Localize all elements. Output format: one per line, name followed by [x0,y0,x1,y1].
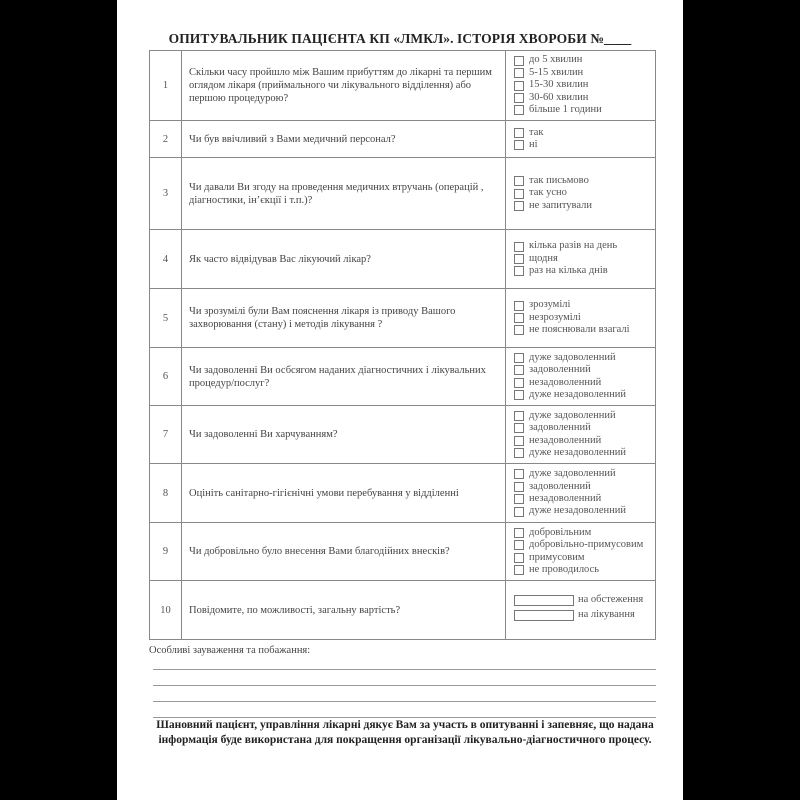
question-text: Чи зрозумілі були Вам пояснення лікаря із приводу Вашого захворювання (стану) і методів лікування ? [182,289,506,348]
checkbox[interactable] [514,565,524,575]
checkbox[interactable] [514,266,524,276]
checkbox[interactable] [514,189,524,199]
answer-inputs [506,581,656,640]
question-number: 10 [150,581,182,640]
option[interactable]: щодня [514,253,655,265]
cost-treatment-input[interactable] [514,610,574,621]
option[interactable]: зрозумілі [514,299,655,311]
checkbox[interactable] [514,56,524,66]
checkbox[interactable] [514,411,524,421]
checkbox[interactable] [514,423,524,433]
table-row [150,348,656,406]
option[interactable]: 30-60 хвилин [514,92,655,104]
option[interactable]: 5-15 хвилин [514,67,655,79]
question-number: 1 [150,51,182,121]
checkbox[interactable] [514,353,524,363]
option[interactable]: ні [514,139,655,151]
option[interactable]: задоволенний [514,422,655,434]
option[interactable]: добровільним [514,527,655,539]
question-number: 7 [150,406,182,464]
question-text: Чи був ввічливий з Вами медичний персонал? [182,121,506,158]
checkbox[interactable] [514,254,524,264]
checkbox[interactable] [514,68,524,78]
option[interactable]: дуже незадоволенний [514,447,655,459]
option[interactable]: дуже незадоволенний [514,505,655,517]
checkbox[interactable] [514,482,524,492]
question-text: Як часто відвідував Вас лікуючий лікар? [182,230,506,289]
question-number: 5 [150,289,182,348]
option[interactable]: дуже задоволенний [514,410,655,422]
option[interactable]: незадоволенний [514,377,655,389]
option[interactable]: кілька разів на день [514,240,655,252]
checkbox[interactable] [514,128,524,138]
question-number: 3 [150,158,182,230]
option[interactable]: більше 1 години [514,104,655,116]
checkbox[interactable] [514,507,524,517]
question-number: 8 [150,464,182,523]
option[interactable]: дуже задоволенний [514,468,655,480]
checkbox[interactable] [514,140,524,150]
checkbox[interactable] [514,93,524,103]
question-number: 4 [150,230,182,289]
table-row [150,289,656,348]
option[interactable]: дуже задоволенний [514,352,655,364]
table-row [150,406,656,464]
table-row [150,158,656,230]
checkbox[interactable] [514,242,524,252]
remarks-line-1[interactable] [153,669,656,670]
checkbox[interactable] [514,201,524,211]
checkbox[interactable] [514,325,524,335]
cost-examination-input[interactable] [514,595,574,606]
remarks-label: Особливі зауваження та побажання: [149,645,311,656]
form-title: ОПИТУВАЛЬНИК ПАЦІЄНТА КП «ЛМКЛ». ІСТОРІЯ ХВОРОБИ №____ [168,31,632,46]
cost-examination-row: на обстеження [514,594,655,606]
option[interactable]: незрозумілі [514,312,655,324]
checkbox[interactable] [514,553,524,563]
checkbox[interactable] [514,540,524,550]
cost-treatment-row: на лікування [514,609,655,621]
question-text: Чи добровільно було внесення Вами благодійних внесків? [182,523,506,581]
checkbox[interactable] [514,469,524,479]
checkbox[interactable] [514,448,524,458]
option[interactable]: дуже незадоволенний [514,389,655,401]
answer-options [506,406,656,464]
option[interactable]: так [514,127,655,139]
option[interactable]: так усно [514,187,655,199]
question-text: Чи задоволенні Ви харчуванням? [182,406,506,464]
answer-options [506,158,656,230]
checkbox[interactable] [514,365,524,375]
question-text: Скільки часу пройшло між Вашим прибуттям до лікарні та першим оглядом лікаря (приймального чи лікувального відділення) або першою процедурою? [182,51,506,121]
checkbox[interactable] [514,378,524,388]
question-number: 9 [150,523,182,581]
answer-options [506,230,656,289]
table-row [150,464,656,523]
answer-options [506,289,656,348]
option[interactable]: незадоволенний [514,435,655,447]
option[interactable]: задоволенний [514,364,655,376]
option[interactable]: не проводилось [514,564,655,576]
answer-options [506,348,656,406]
checkbox[interactable] [514,81,524,91]
question-text: Чи давали Ви згоду на проведення медичних втручань (операцій , діагностики, ін’єкції і т.п.)? [182,158,506,230]
question-text: Чи задоволенні Ви осбсягом наданих діагностичних і лікувальних процедур/послуг? [182,348,506,406]
question-number: 6 [150,348,182,406]
checkbox[interactable] [514,176,524,186]
table-row [150,581,656,640]
answer-options [506,51,656,121]
question-number: 2 [150,121,182,158]
question-text: Оцініть санітарно-гігієнічні умови перебування у відділенні [182,464,506,523]
checkbox[interactable] [514,528,524,538]
option[interactable]: 15-30 хвилин [514,79,655,91]
option[interactable]: добровільно-примусовим [514,539,655,551]
checkbox[interactable] [514,313,524,323]
option[interactable]: не пояснювали взагалі [514,324,655,336]
option[interactable]: примусовим [514,552,655,564]
checkbox[interactable] [514,494,524,504]
checkbox[interactable] [514,436,524,446]
answer-options [506,464,656,523]
option[interactable]: раз на кілька днів [514,265,655,277]
table-row [150,51,656,121]
thank-you-note: Шановний пацієнт, управління лікарні дякує Вам за участь в опитуванні і запевняє, що надана інформація буде використана для покращення організації лікувально-діагностичного процесу. [156,719,654,746]
questionnaire-table [149,50,656,640]
remarks-line-2[interactable] [153,685,656,686]
answer-options [506,121,656,158]
checkbox[interactable] [514,301,524,311]
question-text: Повідомите, по можливості, загальну вартість? [182,581,506,640]
remarks-line-3[interactable] [153,701,656,702]
table-row [150,523,656,581]
table-row [150,121,656,158]
option[interactable]: так письмово [514,175,655,187]
checkbox[interactable] [514,390,524,400]
table-row [150,230,656,289]
answer-options [506,523,656,581]
option[interactable]: не запитували [514,200,655,212]
checkbox[interactable] [514,105,524,115]
option[interactable]: до 5 хвилин [514,54,655,66]
option[interactable]: задоволенний [514,481,655,493]
option[interactable]: незадоволенний [514,493,655,505]
